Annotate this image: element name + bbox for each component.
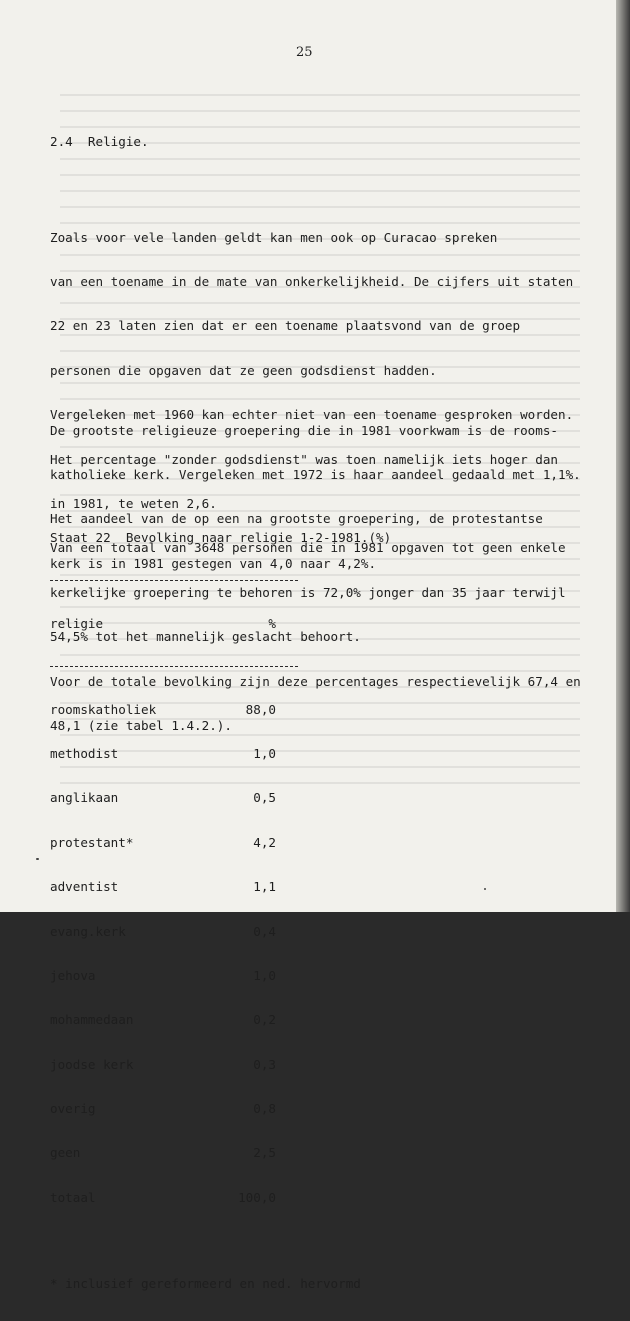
row-label: totaal: [50, 1189, 96, 1205]
text-line: kerkelijke groepering te behoren is 72,0% jonger dan 35 jaar terwijl: [50, 584, 566, 600]
row-label: adventist: [50, 879, 119, 895]
row-label: protestant*: [50, 834, 134, 850]
table-row: [50, 1058, 276, 1073]
row-value: 100,0: [238, 1189, 276, 1205]
row-label: roomskatholiek: [50, 701, 157, 717]
row-value: 0,2: [253, 1012, 276, 1028]
scan-speck: [36, 858, 39, 860]
table-row: [50, 747, 276, 762]
text-line: Zoals voor vele landen geldt kan men ook op Curacao spreken: [50, 229, 498, 245]
table-footnote: * inclusief gereformeerd en ned. hervormd: [50, 1275, 361, 1291]
table-row: [50, 791, 276, 806]
table-row: [50, 1013, 276, 1028]
text-line: 54,5% tot het mannelijk geslacht behoort.: [50, 629, 361, 645]
row-value: 0,3: [253, 1056, 276, 1072]
text-line: De grootste religieuze groepering die in 1981 voorkwam is de rooms-: [50, 422, 558, 438]
row-value: 1,0: [253, 745, 276, 761]
row-label: mohammedaan: [50, 1012, 134, 1028]
table-row-total: [50, 1191, 276, 1206]
text-line: personen die opgaven dat ze geen godsdienst hadden.: [50, 362, 437, 378]
religion-table: [50, 501, 391, 1321]
row-label: geen: [50, 1145, 81, 1161]
row-value: 0,4: [253, 923, 276, 939]
row-label: anglikaan: [50, 790, 119, 806]
text-line: Het percentage "zonder godsdienst" was toen namelijk iets hoger dan: [50, 451, 558, 467]
scan-speck: [484, 888, 486, 890]
text-line: katholieke kerk. Vergeleken met 1972 is haar aandeel gedaald met 1,1%.: [50, 466, 581, 482]
row-value: 0,5: [253, 790, 276, 806]
row-label: joodse kerk: [50, 1056, 134, 1072]
table-row: [50, 1102, 276, 1117]
table-row: [50, 836, 276, 851]
table-header-percent: %: [268, 615, 276, 631]
row-value: 1,0: [253, 967, 276, 983]
row-label: evang.kerk: [50, 923, 126, 939]
text-line: van een toename in de mate van onkerkelijkheid. De cijfers uit staten: [50, 273, 574, 289]
table-header-religie: religie: [50, 615, 104, 631]
table-row: [50, 1146, 276, 1161]
row-value: 1,1: [253, 879, 276, 895]
text-line: 22 en 23 laten zien dat er een toename plaatsvond van de groep: [50, 318, 521, 334]
text-line: Van een totaal van 3648 personen die in 1981 opgaven tot geen enkele: [50, 540, 566, 556]
table-row: [50, 969, 276, 984]
row-label: methodist: [50, 745, 119, 761]
table-rule-bottom: [50, 1240, 298, 1241]
row-value: 0,8: [253, 1101, 276, 1117]
page-edge-shadow: [616, 0, 630, 912]
row-label: jehova: [50, 967, 96, 983]
table-header-row: [50, 617, 276, 632]
table-title: Staat 22 Bevolking naar religie 1-2-1981.(%): [50, 529, 392, 545]
table-rule-header: [50, 666, 298, 667]
page-number: 25: [296, 45, 313, 60]
text-line: kerk is in 1981 gestegen van 4,0 naar 4,2%.: [50, 555, 377, 571]
row-value: 4,2: [253, 834, 276, 850]
text-line: 48,1 (zie tabel 1.4.2.).: [50, 717, 232, 733]
table-row: [50, 880, 276, 895]
text-line: Voor de totale bevolking zijn deze percentages respectievelijk 67,4 en: [50, 673, 581, 689]
section-title: 2.4 Religie.: [50, 134, 149, 149]
row-value: 88,0: [245, 701, 276, 717]
row-label: overig: [50, 1101, 96, 1117]
row-value: 2,5: [253, 1145, 276, 1161]
text-line: Het aandeel van de op een na grootste groepering, de protestantse: [50, 511, 543, 527]
text-line: Vergeleken met 1960 kan echter niet van een toename gesproken worden.: [50, 407, 574, 423]
table-rule-top: [50, 580, 298, 581]
text-line: in 1981, te weten 2,6.: [50, 495, 217, 511]
table-row: [50, 925, 276, 940]
table-row: [50, 703, 276, 718]
